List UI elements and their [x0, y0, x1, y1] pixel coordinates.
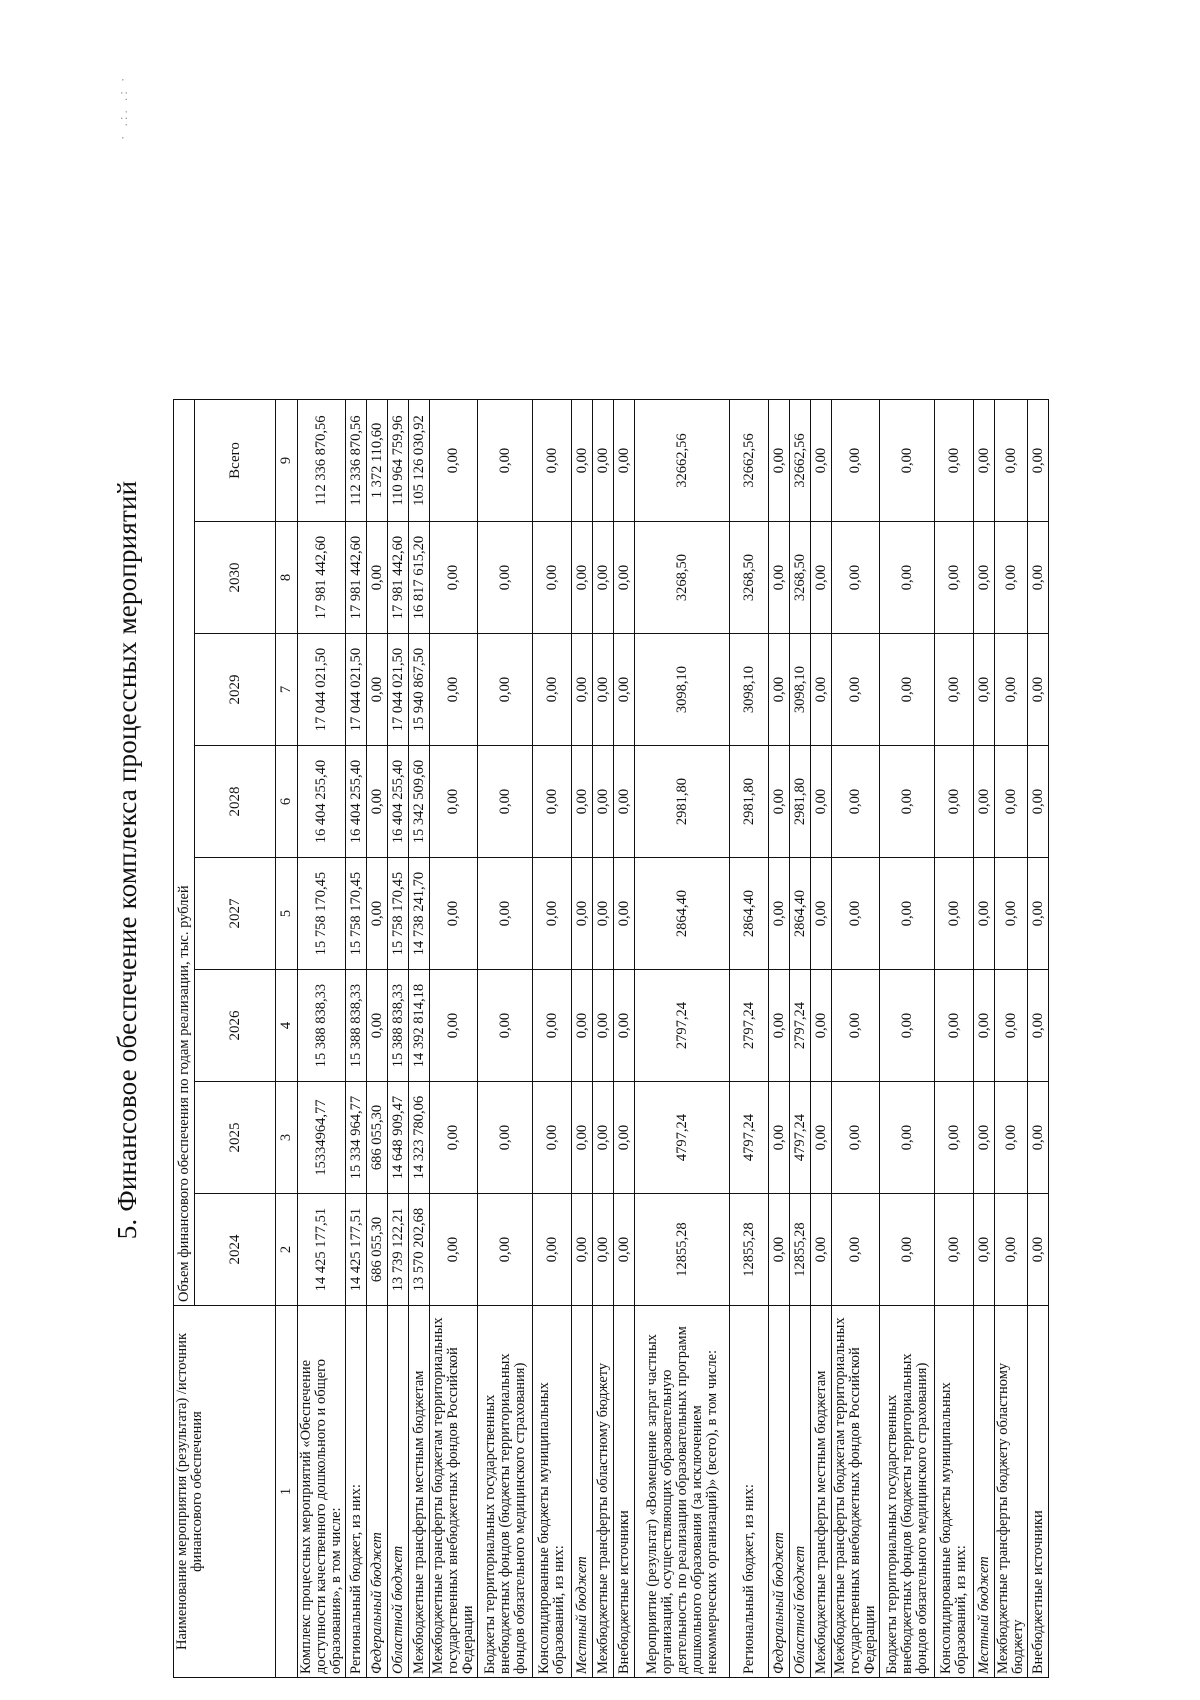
row-value: 0,00 — [974, 400, 995, 522]
row-value: 2981,80 — [635, 746, 730, 858]
column-number-row — [276, 400, 298, 1678]
row-value: 14 738 241,70 — [409, 858, 430, 970]
row-name: Мероприятие (результат) «Возмещение затрат частных организаций, осуществляющих образовательную деятельность по реализации образовательных программ дошкольного образования (за исключением некоммерческих организаций)» (всего), в том числе: — [635, 1306, 730, 1678]
row-value: 0,00 — [593, 1194, 614, 1306]
table-row — [974, 400, 995, 1678]
table-row — [832, 400, 880, 1678]
row-value: 0,00 — [572, 634, 593, 746]
row-value: 0,00 — [832, 858, 880, 970]
row-name: Межбюджетные трансферты бюджетам территориальных государственных внебюджетных фондов Российской Федерации — [832, 1306, 880, 1678]
row-value: 0,00 — [367, 858, 388, 970]
column-number: 7 — [276, 634, 298, 746]
column-number: 2 — [276, 1194, 298, 1306]
row-name: Бюджеты территориальных государственных внебюджетных фондов (бюджеты территориальных фондов обязательного медицинского страхования) — [880, 1306, 935, 1678]
group-header: Объем финансового обеспечения по годам реализации, тыс. рублей — [174, 400, 195, 1306]
row-value: 0,00 — [614, 1082, 635, 1194]
row-value: 0,00 — [832, 746, 880, 858]
row-value: 0,00 — [478, 522, 533, 634]
row-value: 15 342 509,60 — [409, 746, 430, 858]
row-value: 0,00 — [880, 970, 935, 1082]
row-value: 16 404 255,40 — [298, 746, 346, 858]
row-value: 0,00 — [430, 858, 478, 970]
row-value: 3268,50 — [730, 522, 769, 634]
table-row — [614, 400, 635, 1678]
row-value: 0,00 — [614, 970, 635, 1082]
row-value: 0,00 — [832, 400, 880, 522]
row-value: 0,00 — [811, 522, 832, 634]
row-value: 12855,28 — [730, 1194, 769, 1306]
row-value: 0,00 — [811, 400, 832, 522]
year-header: 2028 — [195, 746, 276, 858]
row-value: 0,00 — [769, 970, 790, 1082]
row-value: 0,00 — [1028, 400, 1049, 522]
table-row — [593, 400, 614, 1678]
row-value: 0,00 — [478, 970, 533, 1082]
row-value: 0,00 — [367, 746, 388, 858]
row-value: 15 758 170,45 — [298, 858, 346, 970]
row-value: 0,00 — [572, 858, 593, 970]
row-value: 0,00 — [880, 858, 935, 970]
row-value: 3268,50 — [635, 522, 730, 634]
year-header: 2024 — [195, 1194, 276, 1306]
row-value: 0,00 — [614, 634, 635, 746]
row-value: 0,00 — [533, 1082, 572, 1194]
row-value: 0,00 — [995, 400, 1028, 522]
table-row — [880, 400, 935, 1678]
row-value: 0,00 — [430, 522, 478, 634]
row-value: 15 758 170,45 — [388, 858, 409, 970]
row-value: 14 425 177,51 — [298, 1194, 346, 1306]
row-value: 14 425 177,51 — [346, 1194, 367, 1306]
table-row — [811, 400, 832, 1678]
row-value: 4797,24 — [790, 1082, 811, 1194]
row-name: Комплекс процессных мероприятий «Обеспечение доступности качественного дошкольного и общего образования», в том числе: — [298, 1306, 346, 1678]
row-value: 0,00 — [974, 1194, 995, 1306]
row-value: 0,00 — [880, 634, 935, 746]
row-value: 0,00 — [367, 970, 388, 1082]
row-value: 0,00 — [614, 400, 635, 522]
row-value: 15 388 838,33 — [298, 970, 346, 1082]
row-value: 0,00 — [880, 522, 935, 634]
row-value: 0,00 — [935, 634, 974, 746]
row-value: 0,00 — [935, 400, 974, 522]
row-value: 0,00 — [974, 522, 995, 634]
table-row — [298, 400, 346, 1678]
row-value: 0,00 — [832, 1082, 880, 1194]
row-value: 0,00 — [769, 858, 790, 970]
row-value: 3098,10 — [635, 634, 730, 746]
row-value: 0,00 — [880, 1082, 935, 1194]
row-value: 0,00 — [572, 522, 593, 634]
row-name: Бюджеты территориальных государственных внебюджетных фондов (бюджеты территориальных фондов обязательного медицинского страхования) — [478, 1306, 533, 1678]
row-value: 0,00 — [832, 1194, 880, 1306]
row-value: 2864,40 — [730, 858, 769, 970]
row-value: 0,00 — [935, 1194, 974, 1306]
row-value: 15 940 867,50 — [409, 634, 430, 746]
row-value: 17 044 021,50 — [388, 634, 409, 746]
row-value: 0,00 — [593, 858, 614, 970]
column-number: 9 — [276, 400, 298, 522]
row-value: 0,00 — [614, 858, 635, 970]
row-value: 0,00 — [572, 970, 593, 1082]
row-value: 0,00 — [995, 970, 1028, 1082]
row-value: 0,00 — [995, 634, 1028, 746]
row-value: 0,00 — [533, 1194, 572, 1306]
row-value: 14 323 780,06 — [409, 1082, 430, 1194]
table-row — [478, 400, 533, 1678]
row-value: 0,00 — [1028, 858, 1049, 970]
row-value: 110 964 759,96 — [388, 400, 409, 522]
row-value: 32662,56 — [790, 400, 811, 522]
row-value: 2981,80 — [790, 746, 811, 858]
row-value: 686 055,30 — [367, 1194, 388, 1306]
row-value: 0,00 — [478, 634, 533, 746]
row-value: 15334964,77 — [298, 1082, 346, 1194]
row-value: 0,00 — [1028, 970, 1049, 1082]
table-row — [346, 400, 367, 1678]
table-row — [367, 400, 388, 1678]
row-value: 0,00 — [811, 1194, 832, 1306]
row-value: 0,00 — [769, 400, 790, 522]
table-row — [995, 400, 1028, 1678]
row-value: 0,00 — [769, 634, 790, 746]
row-value: 4797,24 — [730, 1082, 769, 1194]
table-wrapper — [173, 399, 1049, 1678]
table-row — [409, 400, 430, 1678]
row-value: 0,00 — [533, 522, 572, 634]
year-header: 2026 — [195, 970, 276, 1082]
column-number: 3 — [276, 1082, 298, 1194]
row-value: 0,00 — [811, 1082, 832, 1194]
row-value: 0,00 — [614, 746, 635, 858]
column-number: 6 — [276, 746, 298, 858]
row-value: 17 981 442,60 — [346, 522, 367, 634]
row-value: 0,00 — [832, 522, 880, 634]
row-value: 0,00 — [593, 400, 614, 522]
row-name: Внебюджетные источники — [1028, 1306, 1049, 1678]
row-value: 0,00 — [430, 1082, 478, 1194]
row-value: 0,00 — [769, 1194, 790, 1306]
row-name: Межбюджетные трансферты бюджету областному бюджету — [995, 1306, 1028, 1678]
table-row — [388, 400, 409, 1678]
row-value: 12855,28 — [790, 1194, 811, 1306]
row-value: 0,00 — [935, 522, 974, 634]
row-value: 2797,24 — [730, 970, 769, 1082]
row-value: 13 570 202,68 — [409, 1194, 430, 1306]
row-value: 0,00 — [811, 858, 832, 970]
row-value: 0,00 — [811, 970, 832, 1082]
row-name: Межбюджетные трансферты областному бюджету — [593, 1306, 614, 1678]
row-value: 0,00 — [367, 522, 388, 634]
row-name: Областной бюджет — [388, 1306, 409, 1678]
row-value: 0,00 — [614, 522, 635, 634]
year-header: 2030 — [195, 522, 276, 634]
row-value: 2864,40 — [790, 858, 811, 970]
year-header: 2025 — [195, 1082, 276, 1194]
row-value: 1 372 110,60 — [367, 400, 388, 522]
row-value: 0,00 — [572, 746, 593, 858]
row-value: 0,00 — [995, 746, 1028, 858]
row-value: 0,00 — [1028, 746, 1049, 858]
column-number: 1 — [276, 1306, 298, 1678]
row-value: 15 388 838,33 — [388, 970, 409, 1082]
row-value: 0,00 — [995, 1194, 1028, 1306]
row-value: 0,00 — [935, 970, 974, 1082]
row-value: 0,00 — [533, 400, 572, 522]
financing-table — [173, 399, 1049, 1678]
row-value: 0,00 — [572, 1194, 593, 1306]
row-value: 0,00 — [478, 1194, 533, 1306]
row-value: 16 404 255,40 — [346, 746, 367, 858]
table-row — [533, 400, 572, 1678]
row-value: 0,00 — [974, 746, 995, 858]
row-value: 0,00 — [430, 400, 478, 522]
row-value: 0,00 — [1028, 1194, 1049, 1306]
table-row — [572, 400, 593, 1678]
row-value: 0,00 — [1028, 522, 1049, 634]
row-value: 0,00 — [811, 746, 832, 858]
row-value: 2864,40 — [635, 858, 730, 970]
year-header: 2027 — [195, 858, 276, 970]
row-value: 0,00 — [593, 1082, 614, 1194]
row-value: 0,00 — [995, 522, 1028, 634]
table-row — [769, 400, 790, 1678]
row-value: 0,00 — [430, 1194, 478, 1306]
table-row — [1028, 400, 1049, 1678]
row-value: 15 334 964,77 — [346, 1082, 367, 1194]
row-value: 0,00 — [935, 746, 974, 858]
table-row — [730, 400, 769, 1678]
year-header: Всего — [195, 400, 276, 522]
row-value: 2797,24 — [635, 970, 730, 1082]
row-value: 0,00 — [593, 746, 614, 858]
row-value: 0,00 — [769, 522, 790, 634]
row-value: 0,00 — [880, 746, 935, 858]
row-value: 0,00 — [430, 746, 478, 858]
column-number: 5 — [276, 858, 298, 970]
row-name: Федеральный бюджет — [367, 1306, 388, 1678]
row-value: 12855,28 — [635, 1194, 730, 1306]
row-value: 13 739 122,21 — [388, 1194, 409, 1306]
row-value: 0,00 — [974, 858, 995, 970]
row-value: 16 817 615,20 — [409, 522, 430, 634]
row-value: 0,00 — [533, 970, 572, 1082]
row-name: Консолидированные бюджеты муниципальных образований, из них: — [533, 1306, 572, 1678]
row-value: 0,00 — [478, 400, 533, 522]
table-row — [430, 400, 478, 1678]
row-value: 32662,56 — [635, 400, 730, 522]
row-value: 0,00 — [430, 634, 478, 746]
row-value: 3098,10 — [730, 634, 769, 746]
row-value: 112 336 870,56 — [298, 400, 346, 522]
row-value: 15 388 838,33 — [346, 970, 367, 1082]
row-value: 17 981 442,60 — [388, 522, 409, 634]
row-value: 0,00 — [572, 400, 593, 522]
row-name: Межбюджетные трансферты местным бюджетам — [811, 1306, 832, 1678]
row-value: 0,00 — [995, 858, 1028, 970]
page-title: 5. Финансовое обеспечение комплекса процессных мероприятий — [112, 480, 142, 1240]
column-number: 4 — [276, 970, 298, 1082]
row-value: 0,00 — [974, 970, 995, 1082]
row-value: 0,00 — [478, 1082, 533, 1194]
row-value: 0,00 — [935, 1082, 974, 1194]
row-value: 112 336 870,56 — [346, 400, 367, 522]
row-value: 0,00 — [832, 634, 880, 746]
row-value: 0,00 — [533, 634, 572, 746]
row-value: 14 392 814,18 — [409, 970, 430, 1082]
row-value: 0,00 — [593, 970, 614, 1082]
row-value: 0,00 — [533, 746, 572, 858]
row-value: 0,00 — [478, 858, 533, 970]
row-value: 3268,50 — [790, 522, 811, 634]
row-value: 0,00 — [478, 746, 533, 858]
row-value: 0,00 — [593, 634, 614, 746]
row-value: 0,00 — [811, 634, 832, 746]
row-value: 2981,80 — [730, 746, 769, 858]
row-value: 0,00 — [974, 1082, 995, 1194]
table-row — [935, 400, 974, 1678]
row-value: 0,00 — [1028, 634, 1049, 746]
row-value: 16 404 255,40 — [388, 746, 409, 858]
row-value: 0,00 — [769, 1082, 790, 1194]
row-name: Местный бюджет — [572, 1306, 593, 1678]
row-name: Местный бюджет — [974, 1306, 995, 1678]
column-number: 8 — [276, 522, 298, 634]
row-value: 0,00 — [974, 634, 995, 746]
row-value: 17 981 442,60 — [298, 522, 346, 634]
row-name: Межбюджетные трансферты бюджетам территориальных государственных внебюджетных фондов Российской Федерации — [430, 1306, 478, 1678]
row-value: 0,00 — [832, 970, 880, 1082]
row-name: Областной бюджет — [790, 1306, 811, 1678]
row-value: 0,00 — [367, 634, 388, 746]
row-name: Региональный бюджет, из них: — [346, 1306, 367, 1678]
row-value: 0,00 — [769, 746, 790, 858]
row-value: 0,00 — [572, 1082, 593, 1194]
row-value: 0,00 — [614, 1194, 635, 1306]
row-value: 0,00 — [430, 970, 478, 1082]
row-value: 0,00 — [880, 1194, 935, 1306]
row-value: 0,00 — [1028, 1082, 1049, 1194]
year-header: 2029 — [195, 634, 276, 746]
row-value: 0,00 — [593, 522, 614, 634]
row-name: Федеральный бюджет — [769, 1306, 790, 1678]
row-value: 2797,24 — [790, 970, 811, 1082]
row-value: 17 044 021,50 — [298, 634, 346, 746]
row-value: 15 758 170,45 — [346, 858, 367, 970]
row-value: 0,00 — [995, 1082, 1028, 1194]
row-value: 0,00 — [533, 858, 572, 970]
row-value: 686 055,30 — [367, 1082, 388, 1194]
row-value: 32662,56 — [730, 400, 769, 522]
table-body — [298, 400, 1049, 1678]
scan-marks: · .:. .: · — [115, 74, 130, 140]
name-column-header: Наименование мероприятия (результата) /источник финансового обеспечения — [174, 1306, 276, 1678]
row-value: 0,00 — [935, 858, 974, 970]
row-value: 105 126 030,92 — [409, 400, 430, 522]
row-name: Внебюджетные источники — [614, 1306, 635, 1678]
row-value: 3098,10 — [790, 634, 811, 746]
row-name: Консолидированные бюджеты муниципальных образований, из них: — [935, 1306, 974, 1678]
table-row — [635, 400, 730, 1678]
row-name: Межбюджетные трансферты местным бюджетам — [409, 1306, 430, 1678]
row-value: 4797,24 — [635, 1082, 730, 1194]
row-value: 14 648 909,47 — [388, 1082, 409, 1194]
row-name: Региональный бюджет, из них: — [730, 1306, 769, 1678]
table-row — [790, 400, 811, 1678]
row-value: 0,00 — [880, 400, 935, 522]
row-value: 17 044 021,50 — [346, 634, 367, 746]
